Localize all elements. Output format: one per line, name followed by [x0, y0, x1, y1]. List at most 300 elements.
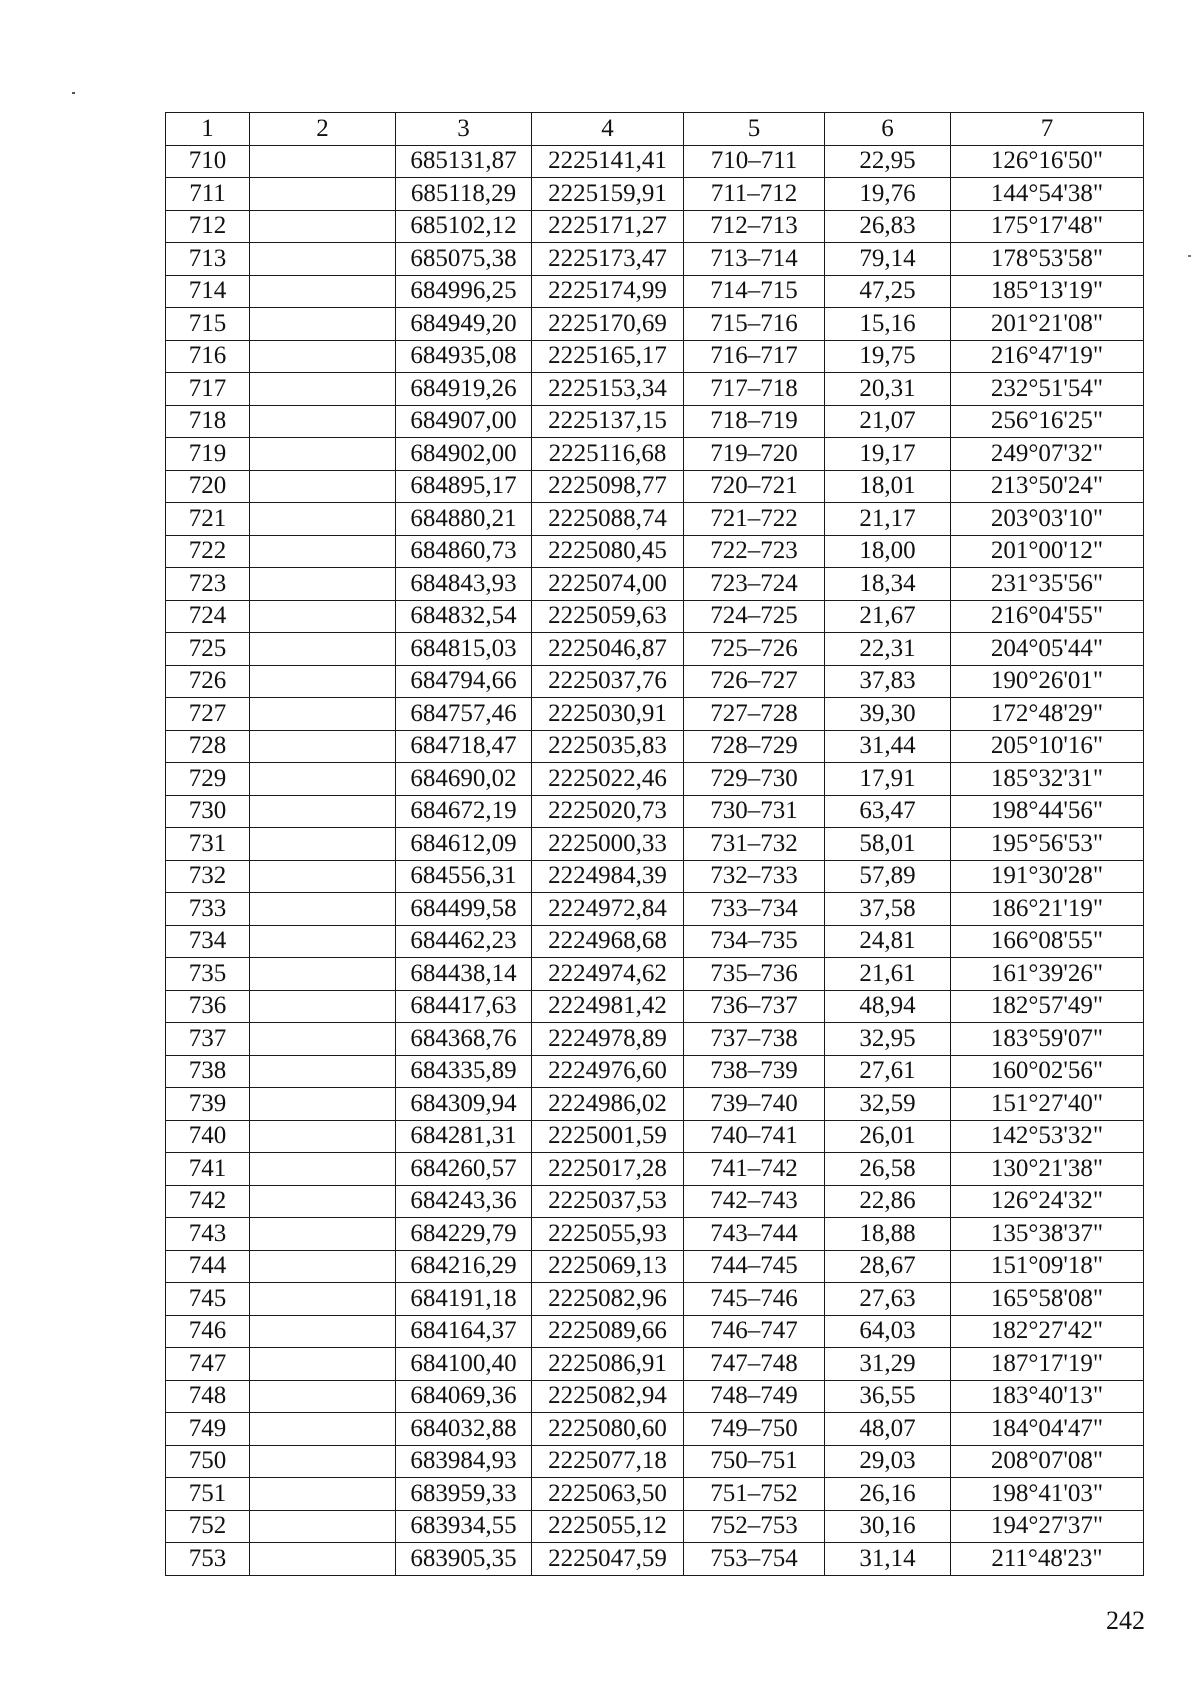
- table-cell-col-6: 63,47: [825, 795, 951, 828]
- table-row: [166, 340, 1144, 373]
- table-cell-col-5: 722–723: [684, 535, 825, 568]
- table-cell-col-5: 743–744: [684, 1218, 825, 1251]
- table-cell-col-4: 2225086,91: [532, 1348, 684, 1381]
- table-cell-col-2: [250, 730, 396, 763]
- table-row: [166, 470, 1144, 503]
- header-cell: 7: [951, 113, 1144, 146]
- table-row: [166, 1380, 1144, 1413]
- table-cell-col-7: 186°21'19": [951, 893, 1144, 926]
- table-cell-col-7: 144°54'38": [951, 178, 1144, 211]
- table-cell-col-7: 216°47'19": [951, 340, 1144, 373]
- table-cell-col-3: 683959,33: [396, 1478, 532, 1511]
- table-cell-col-2: [250, 1055, 396, 1088]
- table-row: [166, 178, 1144, 211]
- table-cell-col-1: 735: [166, 958, 250, 991]
- table-cell-col-4: 2225080,45: [532, 535, 684, 568]
- table-cell-col-6: 28,67: [825, 1250, 951, 1283]
- table-cell-col-1: 748: [166, 1380, 250, 1413]
- table-cell-col-3: 684935,08: [396, 340, 532, 373]
- table-cell-col-7: 201°21'08": [951, 308, 1144, 341]
- table-cell-col-1: 728: [166, 730, 250, 763]
- table-cell-col-4: 2224984,39: [532, 860, 684, 893]
- table-cell-col-1: 733: [166, 893, 250, 926]
- table-cell-col-3: 684843,93: [396, 568, 532, 601]
- table-row: [166, 665, 1144, 698]
- table-cell-col-6: 27,63: [825, 1283, 951, 1316]
- table-cell-col-1: 719: [166, 438, 250, 471]
- table-row: [166, 308, 1144, 341]
- table-cell-col-5: 713–714: [684, 243, 825, 276]
- table-cell-col-6: 17,91: [825, 763, 951, 796]
- table-cell-col-5: 726–727: [684, 665, 825, 698]
- header-cell: 6: [825, 113, 951, 146]
- table-cell-col-3: 685118,29: [396, 178, 532, 211]
- table-cell-col-1: 741: [166, 1153, 250, 1186]
- table-cell-col-1: 740: [166, 1120, 250, 1153]
- table-cell-col-7: 191°30'28": [951, 860, 1144, 893]
- table-cell-col-6: 21,61: [825, 958, 951, 991]
- table-cell-col-3: 684907,00: [396, 405, 532, 438]
- table-cell-col-6: 48,94: [825, 990, 951, 1023]
- table-cell-col-2: [250, 1120, 396, 1153]
- table-cell-col-6: 19,76: [825, 178, 951, 211]
- table-row: [166, 1218, 1144, 1251]
- table-cell-col-5: 739–740: [684, 1088, 825, 1121]
- table-cell-col-4: 2224978,89: [532, 1023, 684, 1056]
- table-cell-col-5: 717–718: [684, 373, 825, 406]
- table-cell-col-1: 723: [166, 568, 250, 601]
- table-cell-col-4: 2225000,33: [532, 828, 684, 861]
- table-cell-col-7: 232°51'54": [951, 373, 1144, 406]
- table-cell-col-2: [250, 925, 396, 958]
- table-cell-col-2: [250, 503, 396, 536]
- table-row: [166, 730, 1144, 763]
- table-cell-col-5: 740–741: [684, 1120, 825, 1153]
- table-cell-col-2: [250, 1543, 396, 1576]
- table-cell-col-2: [250, 1315, 396, 1348]
- table-cell-col-5: 733–734: [684, 893, 825, 926]
- table-cell-col-1: 715: [166, 308, 250, 341]
- table-cell-col-2: [250, 860, 396, 893]
- table-cell-col-6: 22,95: [825, 145, 951, 178]
- table-cell-col-2: [250, 763, 396, 796]
- table-row: [166, 828, 1144, 861]
- table-cell-col-3: 684309,94: [396, 1088, 532, 1121]
- table-cell-col-2: [250, 340, 396, 373]
- table-cell-col-5: 752–753: [684, 1510, 825, 1543]
- table-cell-col-6: 21,67: [825, 600, 951, 633]
- table-cell-col-5: 725–726: [684, 633, 825, 666]
- table-cell-col-3: 685075,38: [396, 243, 532, 276]
- table-cell-col-4: 2225137,15: [532, 405, 684, 438]
- table-cell-col-4: 2225082,96: [532, 1283, 684, 1316]
- table-cell-col-6: 19,17: [825, 438, 951, 471]
- table-cell-col-7: 165°58'08": [951, 1283, 1144, 1316]
- table-cell-col-2: [250, 308, 396, 341]
- header-cell: 5: [684, 113, 825, 146]
- table-cell-col-6: 18,88: [825, 1218, 951, 1251]
- table-cell-col-3: 684919,26: [396, 373, 532, 406]
- table-cell-col-4: 2225141,41: [532, 145, 684, 178]
- table-cell-col-4: 2225173,47: [532, 243, 684, 276]
- table-cell-col-4: 2225165,17: [532, 340, 684, 373]
- table-cell-col-7: 161°39'26": [951, 958, 1144, 991]
- table-cell-col-6: 32,59: [825, 1088, 951, 1121]
- table-cell-col-1: 717: [166, 373, 250, 406]
- table-cell-col-2: [250, 990, 396, 1023]
- table-cell-col-5: 710–711: [684, 145, 825, 178]
- table-cell-col-7: 231°35'56": [951, 568, 1144, 601]
- table-cell-col-6: 26,16: [825, 1478, 951, 1511]
- table-cell-col-6: 47,25: [825, 275, 951, 308]
- table-cell-col-7: 198°44'56": [951, 795, 1144, 828]
- table-cell-col-6: 27,61: [825, 1055, 951, 1088]
- table-row: [166, 275, 1144, 308]
- table-row: [166, 958, 1144, 991]
- table-cell-col-4: 2225082,94: [532, 1380, 684, 1413]
- table-cell-col-6: 57,89: [825, 860, 951, 893]
- table-cell-col-2: [250, 178, 396, 211]
- table-cell-col-3: 684216,29: [396, 1250, 532, 1283]
- table-cell-col-1: 726: [166, 665, 250, 698]
- table-cell-col-4: 2224974,62: [532, 958, 684, 991]
- table-cell-col-6: 22,86: [825, 1185, 951, 1218]
- table-cell-col-5: 718–719: [684, 405, 825, 438]
- table-cell-col-3: 684895,17: [396, 470, 532, 503]
- table-cell-col-2: [250, 1510, 396, 1543]
- table-cell-col-3: 684690,02: [396, 763, 532, 796]
- table-row: [166, 600, 1144, 633]
- table-cell-col-6: 79,14: [825, 243, 951, 276]
- table-cell-col-3: 685131,87: [396, 145, 532, 178]
- table-row: [166, 568, 1144, 601]
- table-cell-col-6: 15,16: [825, 308, 951, 341]
- table-cell-col-7: 203°03'10": [951, 503, 1144, 536]
- table-cell-col-6: 20,31: [825, 373, 951, 406]
- table-cell-col-1: 746: [166, 1315, 250, 1348]
- table-row: [166, 1478, 1144, 1511]
- table-cell-col-6: 36,55: [825, 1380, 951, 1413]
- table-cell-col-1: 725: [166, 633, 250, 666]
- table-cell-col-2: [250, 698, 396, 731]
- table-cell-col-4: 2224976,60: [532, 1055, 684, 1088]
- table-cell-col-7: 178°53'58": [951, 243, 1144, 276]
- table-cell-col-1: 738: [166, 1055, 250, 1088]
- table-cell-col-7: 142°53'32": [951, 1120, 1144, 1153]
- table-cell-col-5: 730–731: [684, 795, 825, 828]
- header-cell: 4: [532, 113, 684, 146]
- table-row: [166, 145, 1144, 178]
- table-cell-col-4: 2225046,87: [532, 633, 684, 666]
- table-cell-col-4: 2225017,28: [532, 1153, 684, 1186]
- table-cell-col-1: 721: [166, 503, 250, 536]
- table-cell-col-2: [250, 893, 396, 926]
- table-cell-col-5: 719–720: [684, 438, 825, 471]
- table-cell-col-5: 732–733: [684, 860, 825, 893]
- table-cell-col-2: [250, 535, 396, 568]
- table-cell-col-3: 684164,37: [396, 1315, 532, 1348]
- table-row: [166, 795, 1144, 828]
- table-cell-col-3: 684757,46: [396, 698, 532, 731]
- table-cell-col-2: [250, 1478, 396, 1511]
- table-row: [166, 1283, 1144, 1316]
- table-cell-col-1: 739: [166, 1088, 250, 1121]
- table-cell-col-5: 748–749: [684, 1380, 825, 1413]
- table-cell-col-4: 2225153,34: [532, 373, 684, 406]
- scan-speck: [72, 92, 75, 94]
- table-cell-col-3: 684260,57: [396, 1153, 532, 1186]
- table-cell-col-7: 172°48'29": [951, 698, 1144, 731]
- table-cell-col-1: 730: [166, 795, 250, 828]
- table-cell-col-5: 738–739: [684, 1055, 825, 1088]
- table-cell-col-4: 2225074,00: [532, 568, 684, 601]
- table-cell-col-3: 685102,12: [396, 210, 532, 243]
- table-cell-col-5: 715–716: [684, 308, 825, 341]
- table-row: [166, 698, 1144, 731]
- table-cell-col-1: 734: [166, 925, 250, 958]
- table-cell-col-4: 2225069,13: [532, 1250, 684, 1283]
- table-cell-col-1: 716: [166, 340, 250, 373]
- table-cell-col-1: 736: [166, 990, 250, 1023]
- table-row: [166, 1413, 1144, 1446]
- table-cell-col-2: [250, 600, 396, 633]
- table-row: [166, 1088, 1144, 1121]
- table-cell-col-7: 130°21'38": [951, 1153, 1144, 1186]
- table-cell-col-1: 722: [166, 535, 250, 568]
- table-cell-col-1: 711: [166, 178, 250, 211]
- table-cell-col-1: 714: [166, 275, 250, 308]
- table-cell-col-6: 37,83: [825, 665, 951, 698]
- table-cell-col-1: 753: [166, 1543, 250, 1576]
- header-cell: 2: [250, 113, 396, 146]
- table-cell-col-4: 2225059,63: [532, 600, 684, 633]
- table-cell-col-3: 684229,79: [396, 1218, 532, 1251]
- table-cell-col-3: 684462,23: [396, 925, 532, 958]
- table-cell-col-1: 720: [166, 470, 250, 503]
- table-cell-col-7: 190°26'01": [951, 665, 1144, 698]
- table-row: [166, 503, 1144, 536]
- table-cell-col-4: 2224968,68: [532, 925, 684, 958]
- table-cell-col-4: 2225055,12: [532, 1510, 684, 1543]
- table-cell-col-6: 37,58: [825, 893, 951, 926]
- table-cell-col-3: 684902,00: [396, 438, 532, 471]
- table-cell-col-2: [250, 1250, 396, 1283]
- table-row: [166, 1445, 1144, 1478]
- table-cell-col-4: 2225088,74: [532, 503, 684, 536]
- table-cell-col-4: 2224986,02: [532, 1088, 684, 1121]
- table-row: [166, 893, 1144, 926]
- table-cell-col-1: 731: [166, 828, 250, 861]
- table-cell-col-4: 2224972,84: [532, 893, 684, 926]
- table-cell-col-4: 2224981,42: [532, 990, 684, 1023]
- table-cell-col-1: 744: [166, 1250, 250, 1283]
- table-cell-col-5: 723–724: [684, 568, 825, 601]
- table-cell-col-7: 160°02'56": [951, 1055, 1144, 1088]
- table-cell-col-1: 742: [166, 1185, 250, 1218]
- table-cell-col-4: 2225171,27: [532, 210, 684, 243]
- table-cell-col-1: 710: [166, 145, 250, 178]
- table-cell-col-5: 728–729: [684, 730, 825, 763]
- table-cell-col-4: 2225037,76: [532, 665, 684, 698]
- page-number: 242: [1106, 1606, 1145, 1635]
- table-cell-col-2: [250, 828, 396, 861]
- table-cell-col-5: 712–713: [684, 210, 825, 243]
- table-cell-col-6: 31,14: [825, 1543, 951, 1576]
- table-cell-col-2: [250, 1153, 396, 1186]
- table-cell-col-2: [250, 1088, 396, 1121]
- table-cell-col-2: [250, 958, 396, 991]
- table-body: [166, 145, 1144, 1575]
- table-row: [166, 925, 1144, 958]
- table-cell-col-7: 256°16'25": [951, 405, 1144, 438]
- table-row: [166, 535, 1144, 568]
- table-cell-col-5: 716–717: [684, 340, 825, 373]
- table-row: [166, 860, 1144, 893]
- table-row: [166, 1348, 1144, 1381]
- table-cell-col-2: [250, 1283, 396, 1316]
- table-cell-col-6: 31,44: [825, 730, 951, 763]
- table-cell-col-4: 2225077,18: [532, 1445, 684, 1478]
- table-cell-col-5: 749–750: [684, 1413, 825, 1446]
- header-cell: 1: [166, 113, 250, 146]
- table-cell-col-1: 745: [166, 1283, 250, 1316]
- table-cell-col-5: 731–732: [684, 828, 825, 861]
- table-cell-col-1: 718: [166, 405, 250, 438]
- table-cell-col-2: [250, 665, 396, 698]
- table-cell-col-6: 21,07: [825, 405, 951, 438]
- table-cell-col-5: 742–743: [684, 1185, 825, 1218]
- table-cell-col-2: [250, 438, 396, 471]
- table-cell-col-5: 729–730: [684, 763, 825, 796]
- table-row: [166, 210, 1144, 243]
- table-cell-col-7: 166°08'55": [951, 925, 1144, 958]
- table-row: [166, 1315, 1144, 1348]
- table-cell-col-7: 151°09'18": [951, 1250, 1144, 1283]
- table-cell-col-2: [250, 1185, 396, 1218]
- table-cell-col-6: 29,03: [825, 1445, 951, 1478]
- table-cell-col-3: 684860,73: [396, 535, 532, 568]
- header-cell: 3: [396, 113, 532, 146]
- header-row: [166, 113, 1144, 146]
- table-cell-col-7: 216°04'55": [951, 600, 1144, 633]
- table-cell-col-7: 183°59'07": [951, 1023, 1144, 1056]
- table-cell-col-4: 2225030,91: [532, 698, 684, 731]
- table-cell-col-4: 2225063,50: [532, 1478, 684, 1511]
- table-cell-col-3: 684191,18: [396, 1283, 532, 1316]
- table-cell-col-6: 24,81: [825, 925, 951, 958]
- table-cell-col-5: 714–715: [684, 275, 825, 308]
- table-cell-col-1: 747: [166, 1348, 250, 1381]
- table-cell-col-3: 684032,88: [396, 1413, 532, 1446]
- table-cell-col-7: 195°56'53": [951, 828, 1144, 861]
- table-cell-col-7: 194°27'37": [951, 1510, 1144, 1543]
- table-cell-col-3: 684368,76: [396, 1023, 532, 1056]
- table-cell-col-7: 211°48'23": [951, 1543, 1144, 1576]
- table-cell-col-1: 713: [166, 243, 250, 276]
- table-cell-col-5: 720–721: [684, 470, 825, 503]
- table-cell-col-5: 737–738: [684, 1023, 825, 1056]
- table-cell-col-2: [250, 568, 396, 601]
- table-cell-col-3: 683905,35: [396, 1543, 532, 1576]
- table-cell-col-7: 183°40'13": [951, 1380, 1144, 1413]
- table-cell-col-1: 727: [166, 698, 250, 731]
- table-cell-col-2: [250, 1218, 396, 1251]
- table-cell-col-7: 126°24'32": [951, 1185, 1144, 1218]
- table-cell-col-5: 750–751: [684, 1445, 825, 1478]
- table-cell-col-3: 684243,36: [396, 1185, 532, 1218]
- table-cell-col-3: 684069,36: [396, 1380, 532, 1413]
- table-cell-col-6: 26,01: [825, 1120, 951, 1153]
- table-cell-col-7: 204°05'44": [951, 633, 1144, 666]
- table-row: [166, 373, 1144, 406]
- table-cell-col-5: 745–746: [684, 1283, 825, 1316]
- table-cell-col-4: 2225035,83: [532, 730, 684, 763]
- table-row: [166, 1185, 1144, 1218]
- table-cell-col-6: 21,17: [825, 503, 951, 536]
- table-cell-col-7: 135°38'37": [951, 1218, 1144, 1251]
- table-cell-col-1: 732: [166, 860, 250, 893]
- table-cell-col-6: 22,31: [825, 633, 951, 666]
- table-cell-col-3: 684438,14: [396, 958, 532, 991]
- table-cell-col-6: 48,07: [825, 1413, 951, 1446]
- table-cell-col-3: 684832,54: [396, 600, 532, 633]
- table-cell-col-6: 64,03: [825, 1315, 951, 1348]
- table-cell-col-5: 736–737: [684, 990, 825, 1023]
- table-cell-col-2: [250, 145, 396, 178]
- table-cell-col-2: [250, 1445, 396, 1478]
- table-cell-col-2: [250, 795, 396, 828]
- table-cell-col-3: 684100,40: [396, 1348, 532, 1381]
- table-row: [166, 1120, 1144, 1153]
- table-cell-col-5: 724–725: [684, 600, 825, 633]
- table-cell-col-4: 2225159,91: [532, 178, 684, 211]
- table-cell-col-5: 746–747: [684, 1315, 825, 1348]
- table-cell-col-3: 683984,93: [396, 1445, 532, 1478]
- table-cell-col-5: 734–735: [684, 925, 825, 958]
- table-row: [166, 405, 1144, 438]
- table-cell-col-4: 2225116,68: [532, 438, 684, 471]
- table-cell-col-4: 2225037,53: [532, 1185, 684, 1218]
- table-cell-col-6: 26,58: [825, 1153, 951, 1186]
- table-cell-col-4: 2225174,99: [532, 275, 684, 308]
- table-cell-col-7: 182°57'49": [951, 990, 1144, 1023]
- table-cell-col-3: 684612,09: [396, 828, 532, 861]
- table-cell-col-5: 753–754: [684, 1543, 825, 1576]
- table-cell-col-2: [250, 470, 396, 503]
- table-cell-col-1: 743: [166, 1218, 250, 1251]
- table-row: [166, 990, 1144, 1023]
- table-cell-col-6: 32,95: [825, 1023, 951, 1056]
- table-cell-col-6: 18,00: [825, 535, 951, 568]
- coordinates-table: [165, 112, 1144, 1576]
- table-cell-col-2: [250, 243, 396, 276]
- table-cell-col-2: [250, 275, 396, 308]
- table-cell-col-7: 198°41'03": [951, 1478, 1144, 1511]
- table-cell-col-3: 684281,31: [396, 1120, 532, 1153]
- table-row: [166, 1543, 1144, 1576]
- table-cell-col-5: 727–728: [684, 698, 825, 731]
- table-cell-col-5: 751–752: [684, 1478, 825, 1511]
- table-row: [166, 1250, 1144, 1283]
- table-cell-col-7: 126°16'50": [951, 145, 1144, 178]
- table-cell-col-6: 31,29: [825, 1348, 951, 1381]
- table-cell-col-3: 684996,25: [396, 275, 532, 308]
- table-cell-col-5: 721–722: [684, 503, 825, 536]
- table-cell-col-4: 2225022,46: [532, 763, 684, 796]
- table-cell-col-6: 26,83: [825, 210, 951, 243]
- table-cell-col-4: 2225047,59: [532, 1543, 684, 1576]
- table-row: [166, 1153, 1144, 1186]
